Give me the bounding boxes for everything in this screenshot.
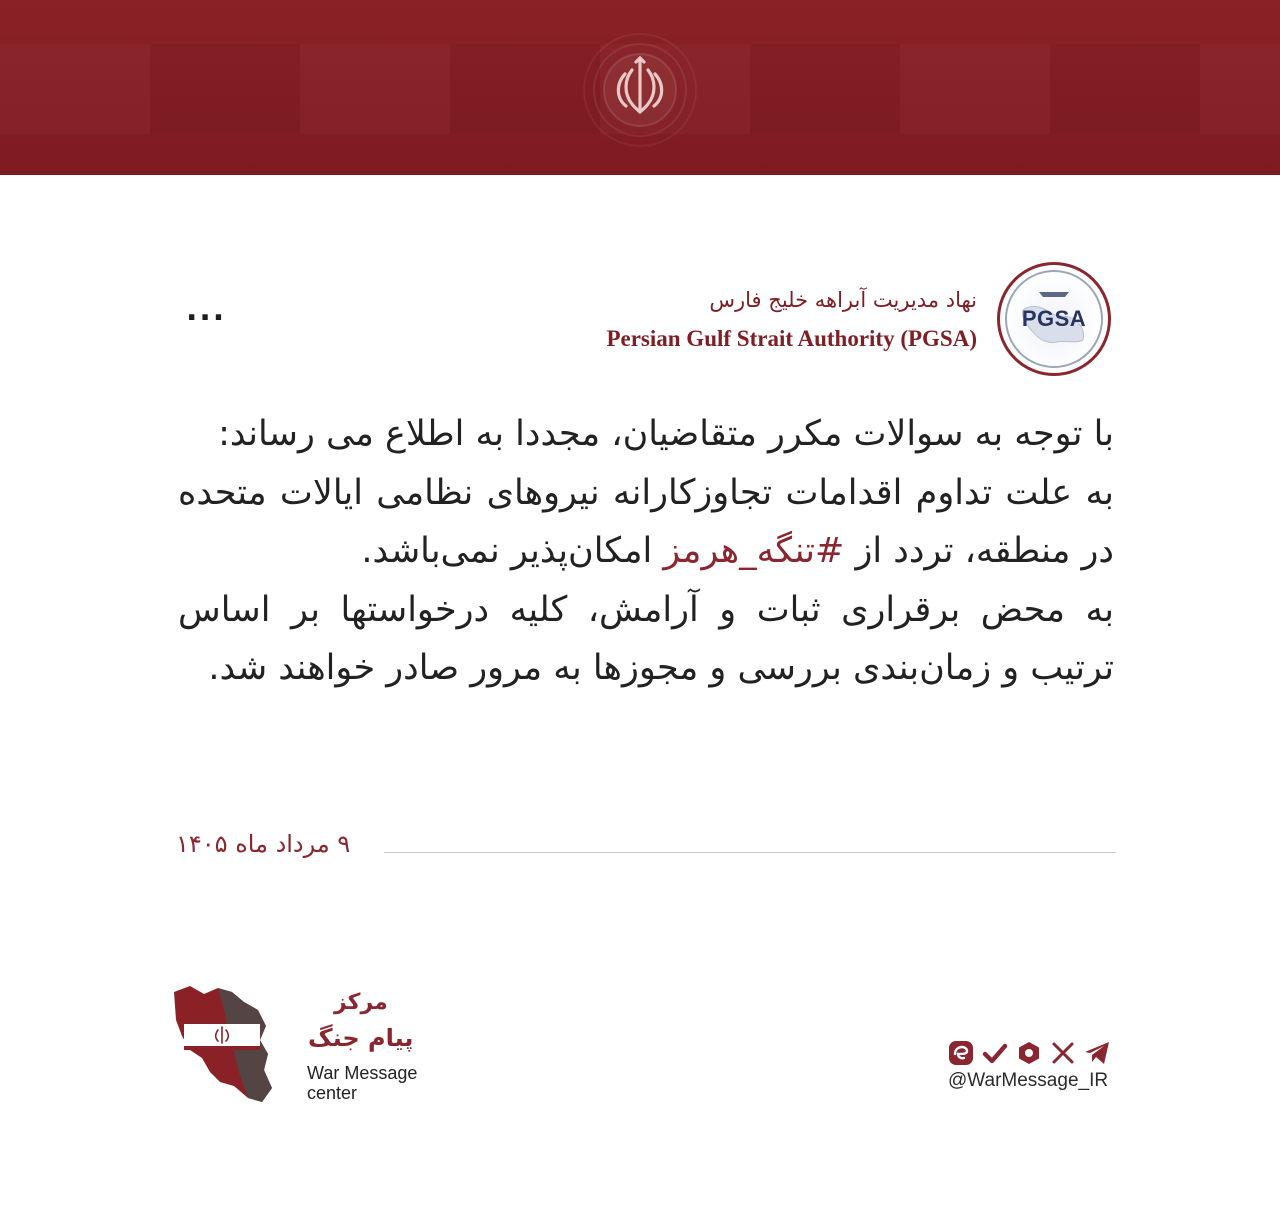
pgsa-logo [997,262,1111,376]
iran-map-logo [168,980,308,1110]
message-intro: با توجه به سوالات مکرر متقاضیان، مجددا به اطلاع می رساند: [218,414,1114,454]
message-resumption: به محض برقراری ثبات و آرامش، کلیه درخواستها بر اساس ترتیب و زمان‌بندی بررسی و مجوزها به مرور صادر خواهند شد. [178,589,1114,688]
brand-name-english-line1: War Message [307,1063,418,1083]
rubika-icon[interactable] [1014,1038,1044,1068]
brand-name-persian-line1: مرکز [334,990,388,1015]
check-icon[interactable] [980,1038,1010,1068]
hashtag-link[interactable]: #تنگه_هرمز [663,531,845,571]
iran-emblem-icon [580,30,700,150]
message-body [178,405,1114,698]
social-handle[interactable]: @WarMessage_IR [948,1070,1109,1091]
message-closure-after: امکان‌پذیر نمی‌باشد. [361,531,664,571]
social-icons [946,1038,1112,1068]
brand-name-english-line2: center [307,1083,358,1103]
account-name-persian: نهاد مدیریت آبراهه خلیج فارس [709,288,977,312]
logo-text: PGSA [1021,306,1087,331]
eitaa-icon[interactable] [946,1038,976,1068]
message-closure-before: به علت تداوم اقدامات تجاوزکارانه نیروهای نظامی ایالات متحده در منطقه، تردد از [178,472,1114,571]
header-banner [0,0,1280,175]
account-name-english: Persian Gulf Strait Authority (PGSA) [606,326,977,351]
brand-name-persian-line2: پیام جنگ [308,1024,414,1052]
more-options-button[interactable]: ... [186,293,227,328]
date-divider [384,852,1116,853]
telegram-icon[interactable] [1082,1038,1112,1068]
x-icon[interactable] [1048,1038,1078,1068]
post-date: ۹ مرداد ماه ۱۴۰۵ [176,830,351,858]
